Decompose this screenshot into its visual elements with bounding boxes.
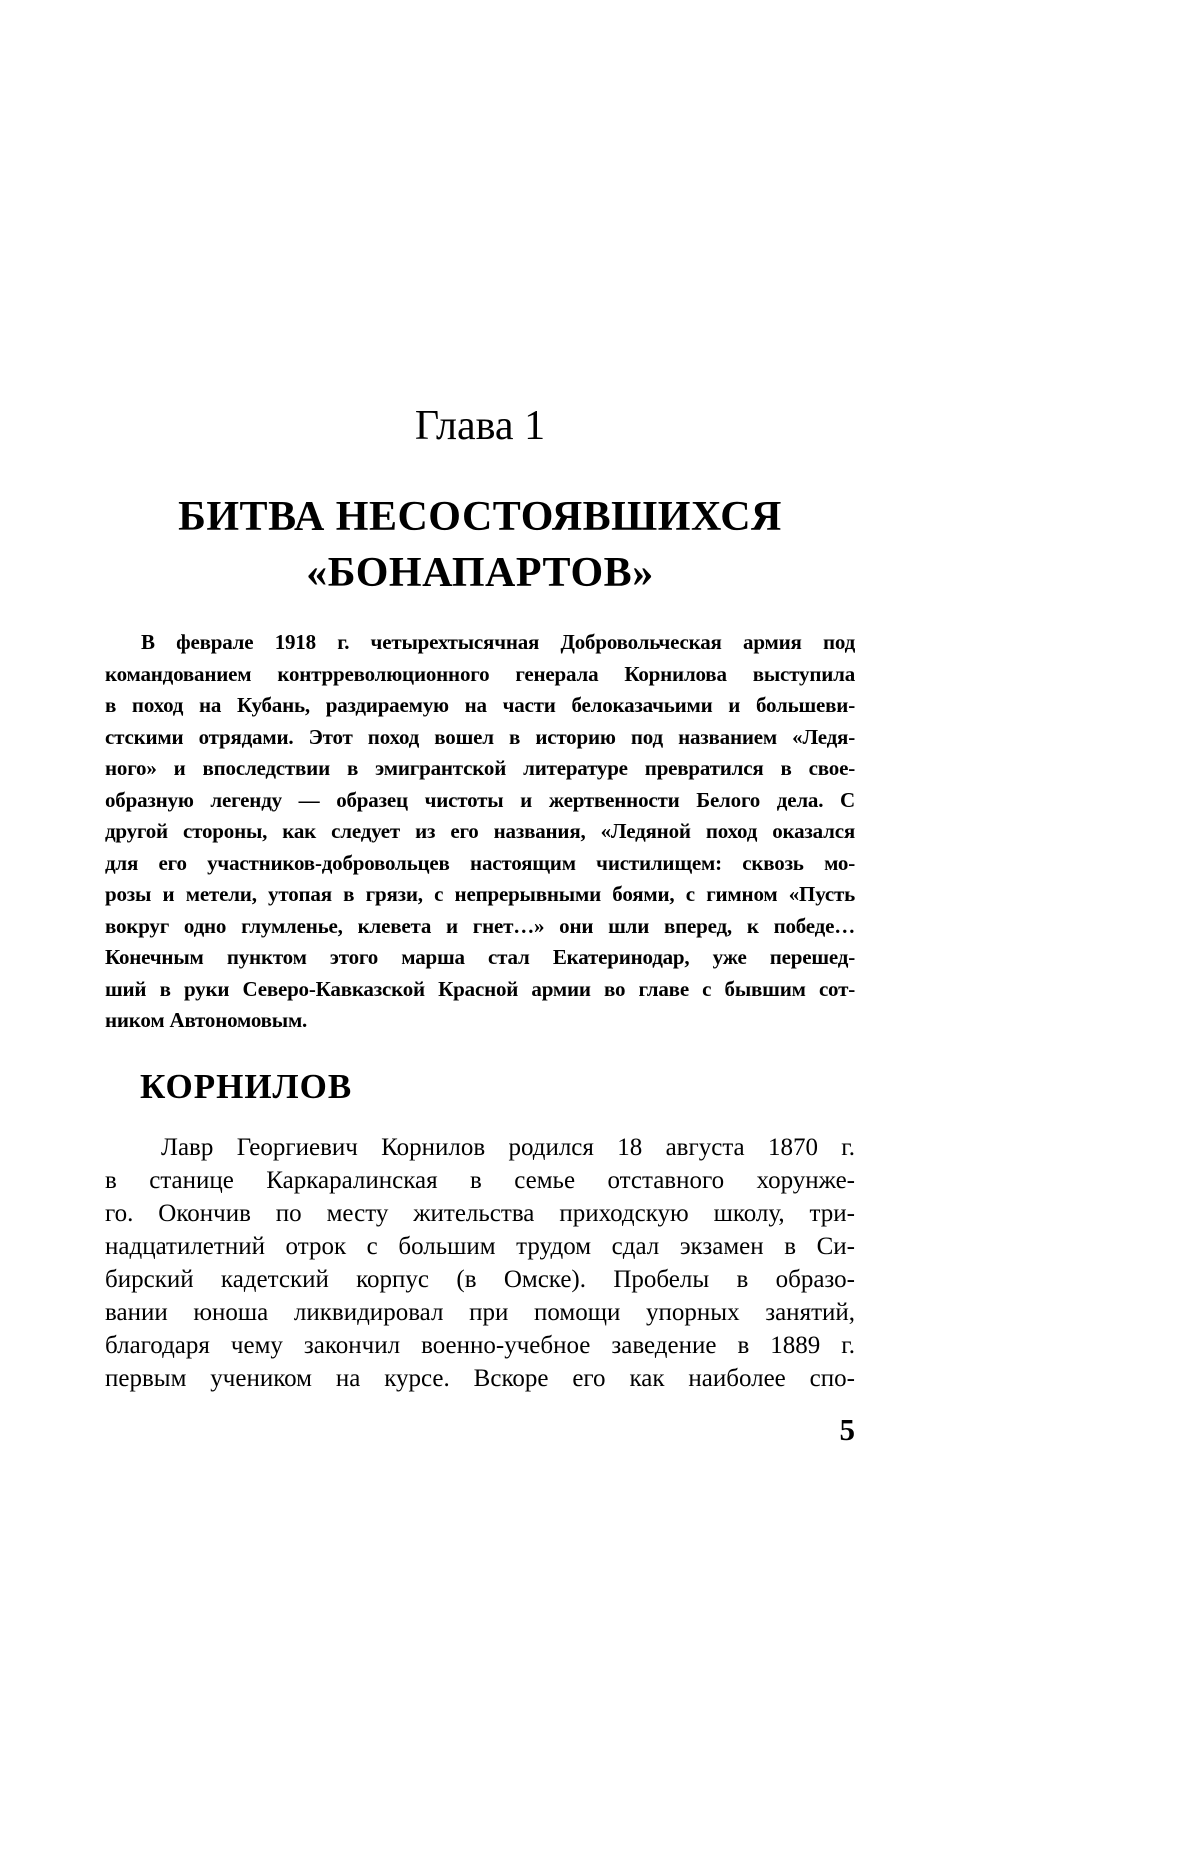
- text-line: благодаря чему закончил военно-учебное заведение в 1889 г.: [105, 1331, 855, 1359]
- chapter-title-line-1: БИТВА НЕСОСТОЯВШИХСЯ: [178, 494, 782, 540]
- text-line: в поход на Кубань, раздираемую на части белоказачьими и большеви-: [105, 693, 855, 717]
- text-line: командованием контрреволюционного генерала Корнилова выступила: [105, 661, 855, 686]
- text-line: бирский кадетский корпус (в Омске). Пробелы в образо-: [105, 1265, 855, 1293]
- intro-paragraph: [105, 627, 855, 1037]
- text-line: Конечным пунктом этого марша стал Екатеринодар, уже перешед-: [105, 945, 855, 969]
- text-line: вокруг одно глумленье, клевета и гнет…» они шли вперед, к победе…: [105, 913, 855, 938]
- text-line: В феврале 1918 г. четырехтысячная Добровольческая армия под: [141, 630, 855, 654]
- text-line: розы и метели, утопая в грязи, с непрерывными боями, с гимном «Пусть: [105, 882, 855, 906]
- text-line: ший в руки Северо-Кавказской Красной армии во главе с бывшим сот-: [105, 976, 855, 1001]
- text-line: в станице Каркаралинская в семье отставного хорунже-: [105, 1166, 855, 1194]
- chapter-title: [105, 489, 855, 601]
- text-line: вании юноша ликвидировал при помощи упорных занятий,: [105, 1298, 855, 1326]
- text-line: ного» и впоследствии в эмигрантской литературе превратился в свое-: [105, 756, 855, 780]
- text-line: надцатилетний отрок с большим трудом сдал экзамен в Си-: [105, 1232, 855, 1260]
- text-line: образную легенду — образец чистоты и жертвенности Белого дела. С: [105, 787, 855, 812]
- chapter-label: Глава 1: [414, 403, 546, 449]
- page-number: 5: [839, 1412, 855, 1447]
- text-line: ником Автономовым.: [105, 1008, 308, 1032]
- body-paragraph: [105, 1131, 855, 1395]
- text-line: первым учеником на курсе. Вскоре его как наиболее спо-: [105, 1364, 855, 1392]
- text-line: стскими отрядами. Этот поход вошел в историю под названием «Ледя-: [105, 724, 855, 749]
- text-line: для его участников-добровольцев настоящим чистилищем: сквозь мо-: [105, 850, 855, 875]
- section-heading: КОРНИЛОВ: [140, 1066, 353, 1106]
- text-line: другой стороны, как следует из его названия, «Ледяной поход оказался: [105, 819, 855, 843]
- text-line: Лавр Георгиевич Корнилов родился 18 августа 1870 г.: [161, 1133, 855, 1161]
- chapter-title-line-2: «БОНАПАРТОВ»: [306, 550, 654, 596]
- text-line: го. Окончив по месту жительства приходскую школу, три-: [105, 1199, 855, 1227]
- page-content: [105, 0, 855, 1395]
